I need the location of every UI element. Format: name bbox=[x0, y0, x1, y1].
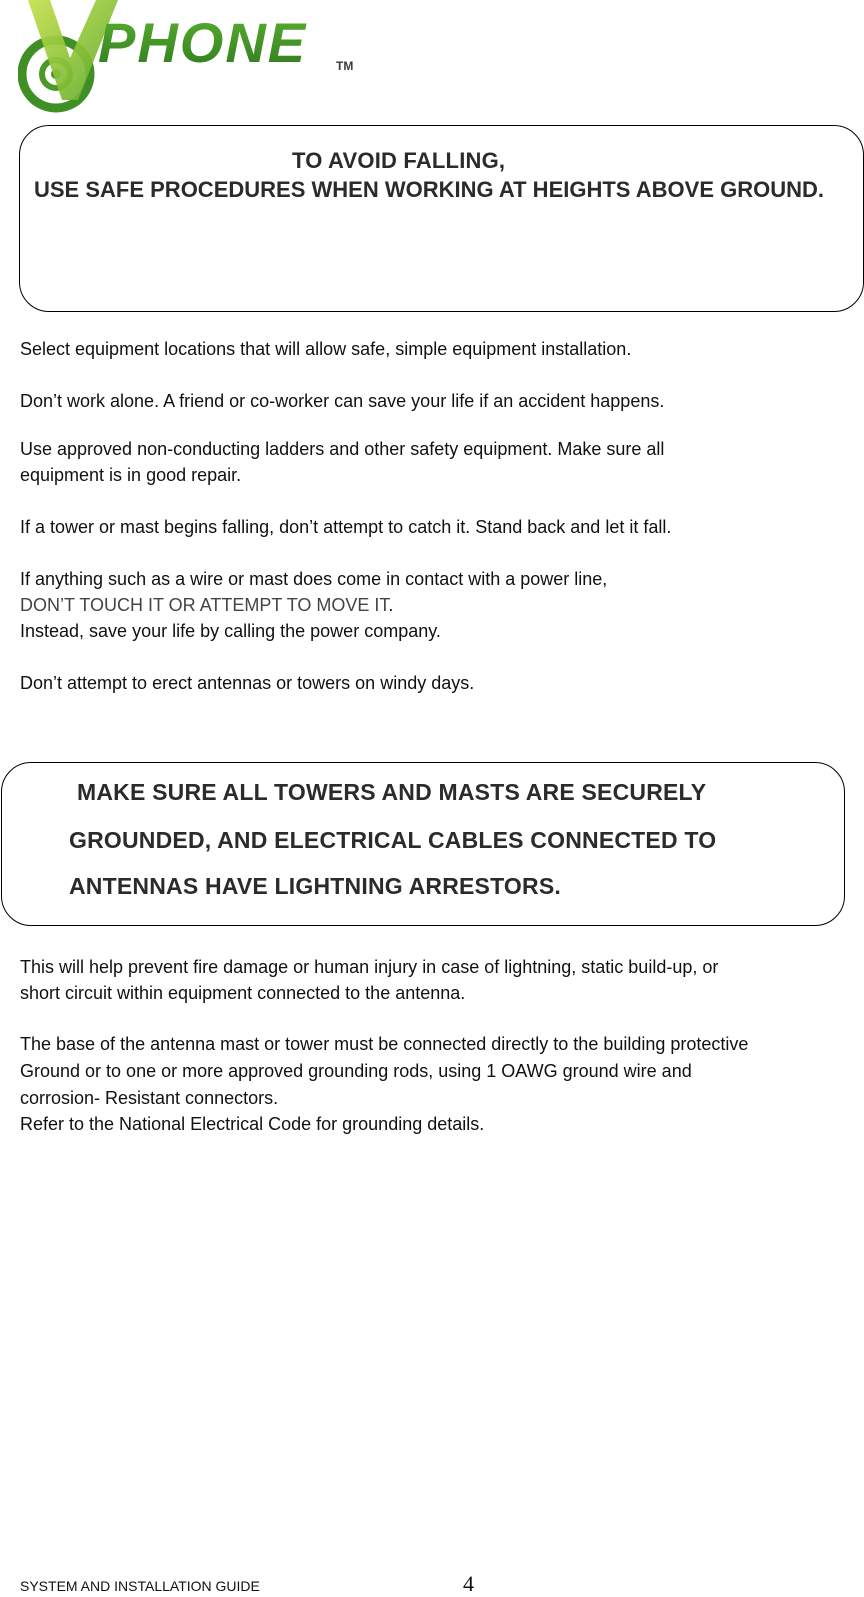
instruction-ladders-line2: equipment is in good repair. bbox=[20, 465, 242, 485]
falling-warning-box bbox=[19, 125, 864, 312]
dont-touch-warning: DON’T TOUCH IT OR ATTEMPT TO MOVE IT bbox=[20, 595, 389, 615]
grounding-text-5: corrosion- Resistant connectors. bbox=[20, 1088, 279, 1108]
falling-warning-title: TO AVOID FALLING, bbox=[292, 148, 506, 173]
grounding-warning-line3: ANTENNAS HAVE LIGHTNING ARRESTORS. bbox=[69, 873, 561, 899]
instruction-call-power-company: Instead, save your life by calling the power company. bbox=[20, 621, 441, 641]
vphone-logo bbox=[18, 0, 378, 116]
instruction-tower-falling: If a tower or mast begins falling, don’t attempt to catch it. Stand back and let it fall. bbox=[20, 517, 672, 537]
instruction-work-alone: Don’t work alone. A friend or co-worker can save your life if an accident happens. bbox=[20, 391, 665, 411]
logo-trademark: TM bbox=[336, 59, 354, 73]
grounding-text-1: This will help prevent fire damage or human injury in case of lightning, static build-up, or bbox=[20, 957, 719, 977]
vphone-logo-graphic bbox=[18, 0, 378, 116]
grounding-text-6: Refer to the National Electrical Code for grounding details. bbox=[20, 1114, 485, 1134]
grounding-text-2: short circuit within equipment connected to the antenna. bbox=[20, 983, 466, 1003]
instruction-windy-days: Don’t attempt to erect antennas or towers on windy days. bbox=[20, 673, 475, 693]
instruction-locations: Select equipment locations that will allow safe, simple equipment installation. bbox=[20, 339, 632, 359]
grounding-warning-line2: GROUNDED, AND ELECTRICAL CABLES CONNECTED TO bbox=[69, 827, 717, 853]
dont-touch-period: . bbox=[388, 595, 394, 615]
grounding-warning-box bbox=[1, 762, 845, 926]
logo-brand-text: PHONE bbox=[98, 11, 308, 74]
instruction-power-line: If anything such as a wire or mast does come in contact with a power line, bbox=[20, 569, 608, 589]
falling-warning-text: USE SAFE PROCEDURES WHEN WORKING AT HEIGHTS ABOVE GROUND. bbox=[34, 177, 825, 202]
footer-page-number: 4 bbox=[463, 1571, 474, 1596]
instruction-ladders-line1: Use approved non-conducting ladders and other safety equipment. Make sure all bbox=[20, 439, 665, 459]
grounding-text-4: Ground or to one or more approved grounding rods, using 1 OAWG ground wire and bbox=[20, 1061, 692, 1081]
grounding-warning-line1: MAKE SURE ALL TOWERS AND MASTS ARE SECURELY bbox=[77, 779, 707, 805]
instruction-dont-touch bbox=[20, 592, 393, 619]
grounding-text-3: The base of the antenna mast or tower must be connected directly to the building protective bbox=[20, 1034, 749, 1054]
footer-guide-title: SYSTEM AND INSTALLATION GUIDE bbox=[20, 1578, 260, 1594]
